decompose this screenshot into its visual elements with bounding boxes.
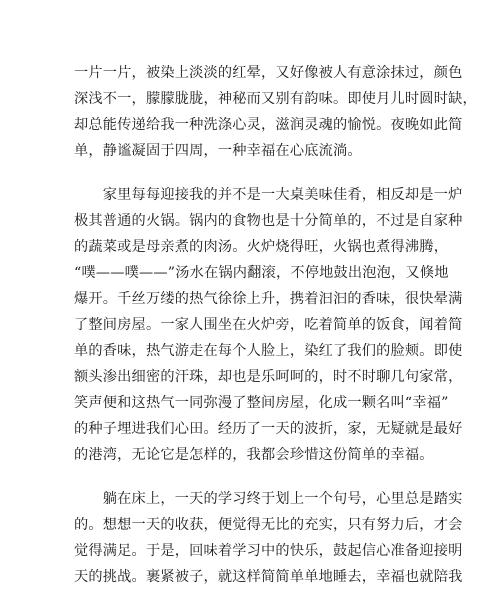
paragraph-2 bbox=[74, 182, 463, 468]
text-line: 天的挑战。裹紧被子，就这样简简单单地睡去，幸福也就陪我 bbox=[74, 569, 463, 585]
text-line: 额头渗出细密的汗珠，却也是乐呵呵的，时不时聊几句家常， bbox=[74, 369, 463, 385]
text-line: 爆开。千丝万缕的热气徐徐上升，携着汩汩的香味，很快晕满 bbox=[74, 291, 463, 307]
text-line: 极其普通的火锅。锅内的食物也是十分简单的，不过是自家种 bbox=[74, 213, 463, 229]
text-line: 一片一片，被染上淡淡的红晕，又好像被人有意涂抹过，颜色 bbox=[74, 65, 463, 81]
text-line: 单的香味，热气游走在每个人脸上，染红了我们的脸颊。即使 bbox=[74, 343, 463, 359]
text-line: 躺在床上，一天的学习终于划上一个句号，心里总是踏实 bbox=[74, 491, 463, 507]
text-line: 单，静谧凝固于四周，一种幸福在心底流淌。 bbox=[74, 143, 362, 159]
text-line: 了整间房屋。一家人围坐在火炉旁，吃着简单的饭食，闻着简 bbox=[74, 317, 463, 333]
paragraph-spacer bbox=[74, 468, 434, 486]
text-line: 的蔬菜或是母亲煮的肉汤。火炉烧得旺，火锅也煮得沸腾， bbox=[74, 239, 449, 255]
article-body bbox=[74, 60, 477, 590]
text-line: 的。想想一天的收获，便觉得无比的充实，只有努力后，才会 bbox=[74, 517, 463, 533]
paragraph-3 bbox=[74, 486, 463, 590]
text-line: 家里每每迎接我的并不是一大桌美味佳肴，相反却是一炉 bbox=[74, 187, 463, 203]
text-line: 深浅不一，朦朦胧胧，神秘而又别有韵味。即使月儿时圆时缺， bbox=[74, 91, 477, 107]
text-line: 的港湾，无论它是怎样的，我都会珍惜这份简单的幸福。 bbox=[74, 447, 434, 463]
text-line: “噗——噗——”汤水在锅内翻滚，不停地鼓出泡泡，又倏地 bbox=[74, 265, 449, 281]
text-line: 觉得满足。于是，回味着学习中的快乐，鼓起信心准备迎接明 bbox=[74, 543, 463, 559]
text-line: 笑声便和这热气一同弥漫了整间房屋，化成一颗名叫“幸福” bbox=[74, 395, 449, 411]
paragraph-spacer bbox=[74, 164, 434, 182]
paragraph-1 bbox=[74, 60, 477, 164]
text-line: 的种子埋进我们心田。经历了一天的波折，家，无疑就是最好 bbox=[74, 421, 463, 437]
text-line: 却总能传递给我一种洗涤心灵，滋润灵魂的愉悦。夜晚如此简 bbox=[74, 117, 463, 133]
